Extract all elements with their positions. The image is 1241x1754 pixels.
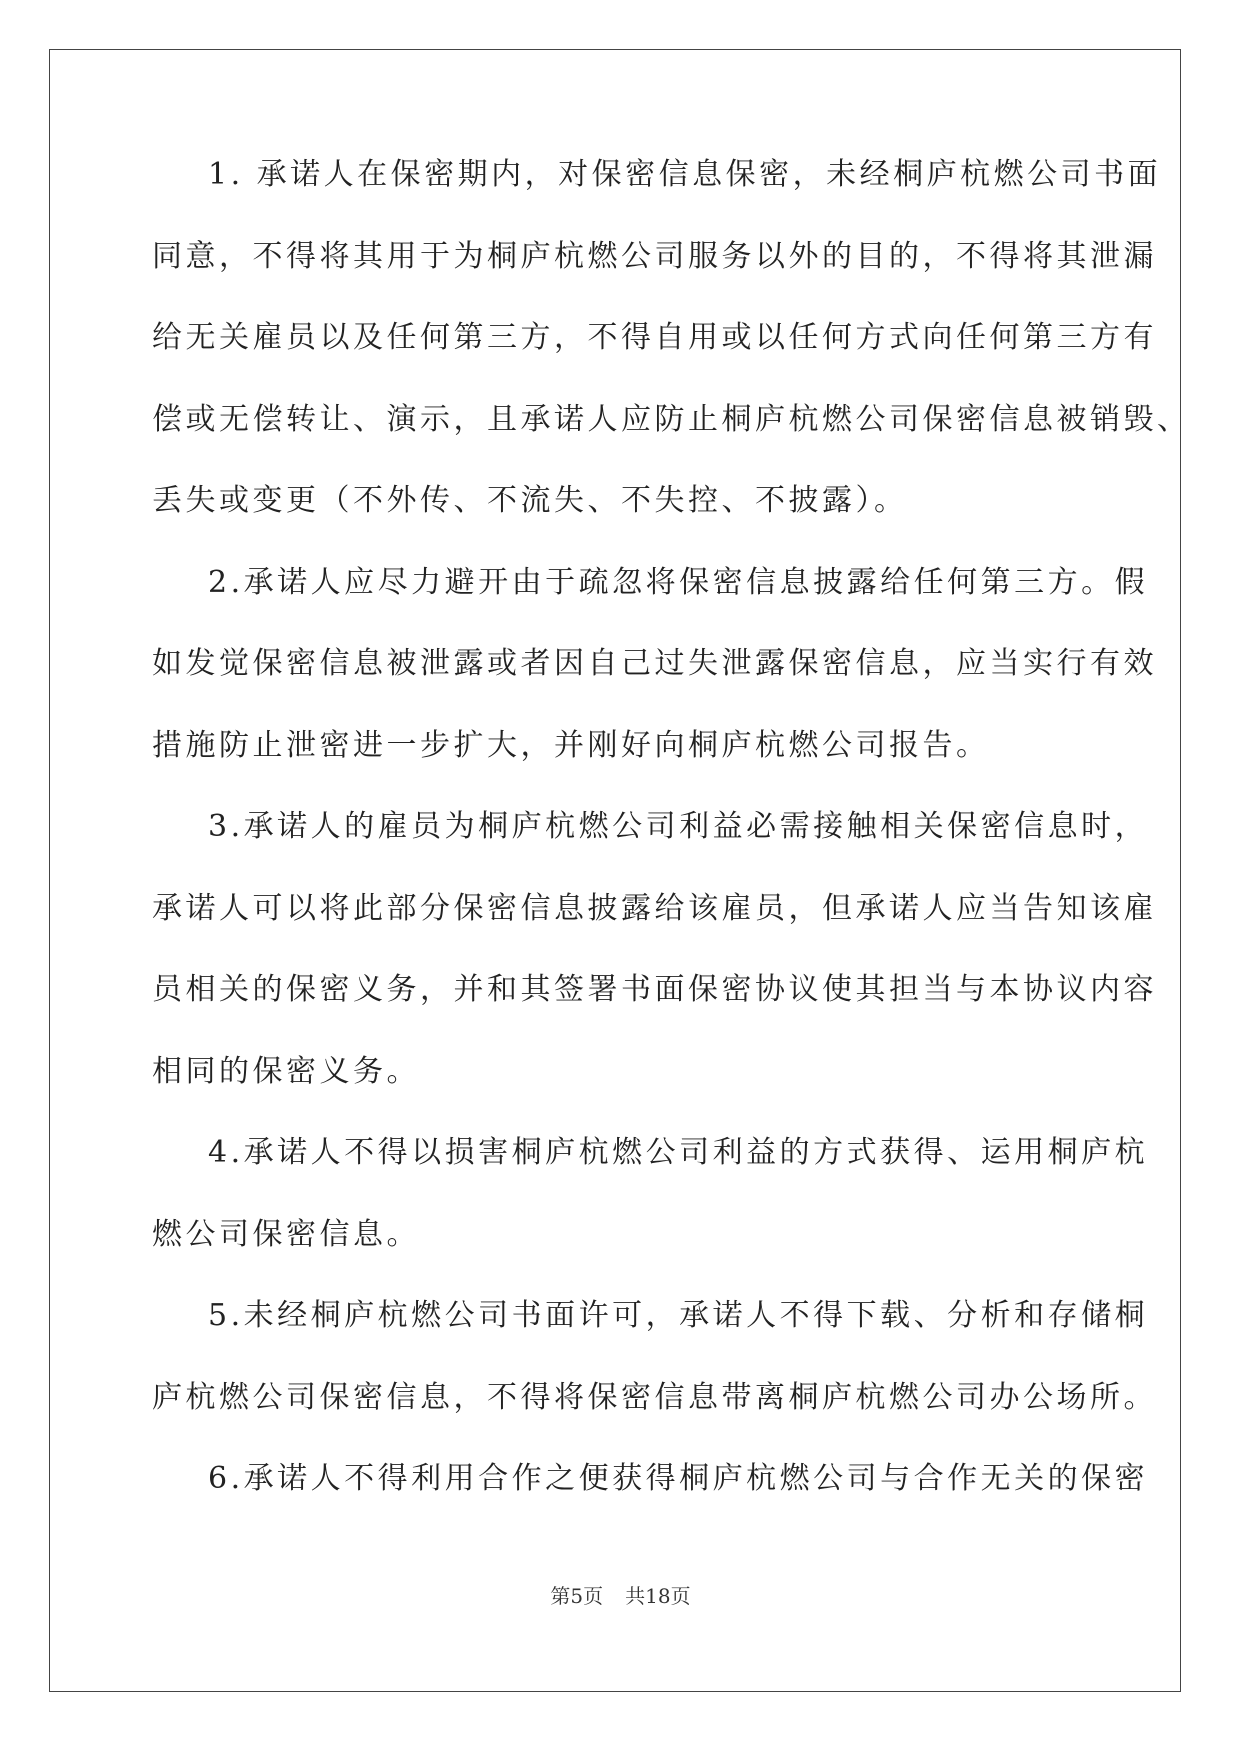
text-line: 4.承诺人不得以损害桐庐杭燃公司利益的方式获得、运用桐庐杭 bbox=[208, 1135, 1149, 1170]
text-line: 员相关的保密义务，并和其签署书面保密协议使其担当与本协议内容 bbox=[152, 972, 1157, 1007]
text-line: 6.承诺人不得利用合作之便获得桐庐杭燃公司与合作无关的保密 bbox=[208, 1461, 1149, 1496]
text-line: 5.未经桐庐杭燃公司书面许可，承诺人不得下载、分析和存储桐 bbox=[208, 1298, 1149, 1333]
page-footer bbox=[0, 1580, 1241, 1609]
document-body bbox=[152, 157, 1191, 1546]
text-line: 燃公司保密信息。 bbox=[152, 1216, 420, 1252]
text-line: 措施防止泄密进一步扩大，并刚好向桐庐杭燃公司报告。 bbox=[152, 727, 990, 763]
text-line: 偿或无偿转让、演示，且承诺人应防止桐庐杭燃公司保密信息被销毁、 bbox=[152, 401, 1191, 437]
text-line: 给无关雇员以及任何第三方，不得自用或以任何方式向任何第三方有 bbox=[152, 320, 1157, 355]
text-line: 丢失或变更（不外传、不流失、不失控、不披露）。 bbox=[152, 483, 908, 518]
text-line: 相同的保密义务。 bbox=[152, 1053, 420, 1089]
text-line: 承诺人可以将此部分保密信息披露给该雇员，但承诺人应当告知该雇 bbox=[152, 890, 1157, 926]
text-line: 2.承诺人应尽力避开由于疏忽将保密信息披露给任何第三方。假 bbox=[208, 564, 1149, 600]
text-line: 如发觉保密信息被泄露或者因自己过失泄露保密信息，应当实行有效 bbox=[152, 646, 1157, 681]
text-line: 3.承诺人的雇员为桐庐杭燃公司利益必需接触相关保密信息时， bbox=[208, 809, 1149, 844]
text-line: 庐杭燃公司保密信息，不得将保密信息带离桐庐杭燃公司办公场所。 bbox=[152, 1379, 1157, 1415]
page-number: 第5页 bbox=[550, 1584, 604, 1608]
text-line: 1. 承诺人在保密期内，对保密信息保密，未经桐庐杭燃公司书面 bbox=[208, 157, 1162, 192]
page-total: 共18页 bbox=[625, 1584, 691, 1608]
text-line: 同意，不得将其用于为桐庐杭燃公司服务以外的目的，不得将其泄漏 bbox=[152, 238, 1157, 274]
